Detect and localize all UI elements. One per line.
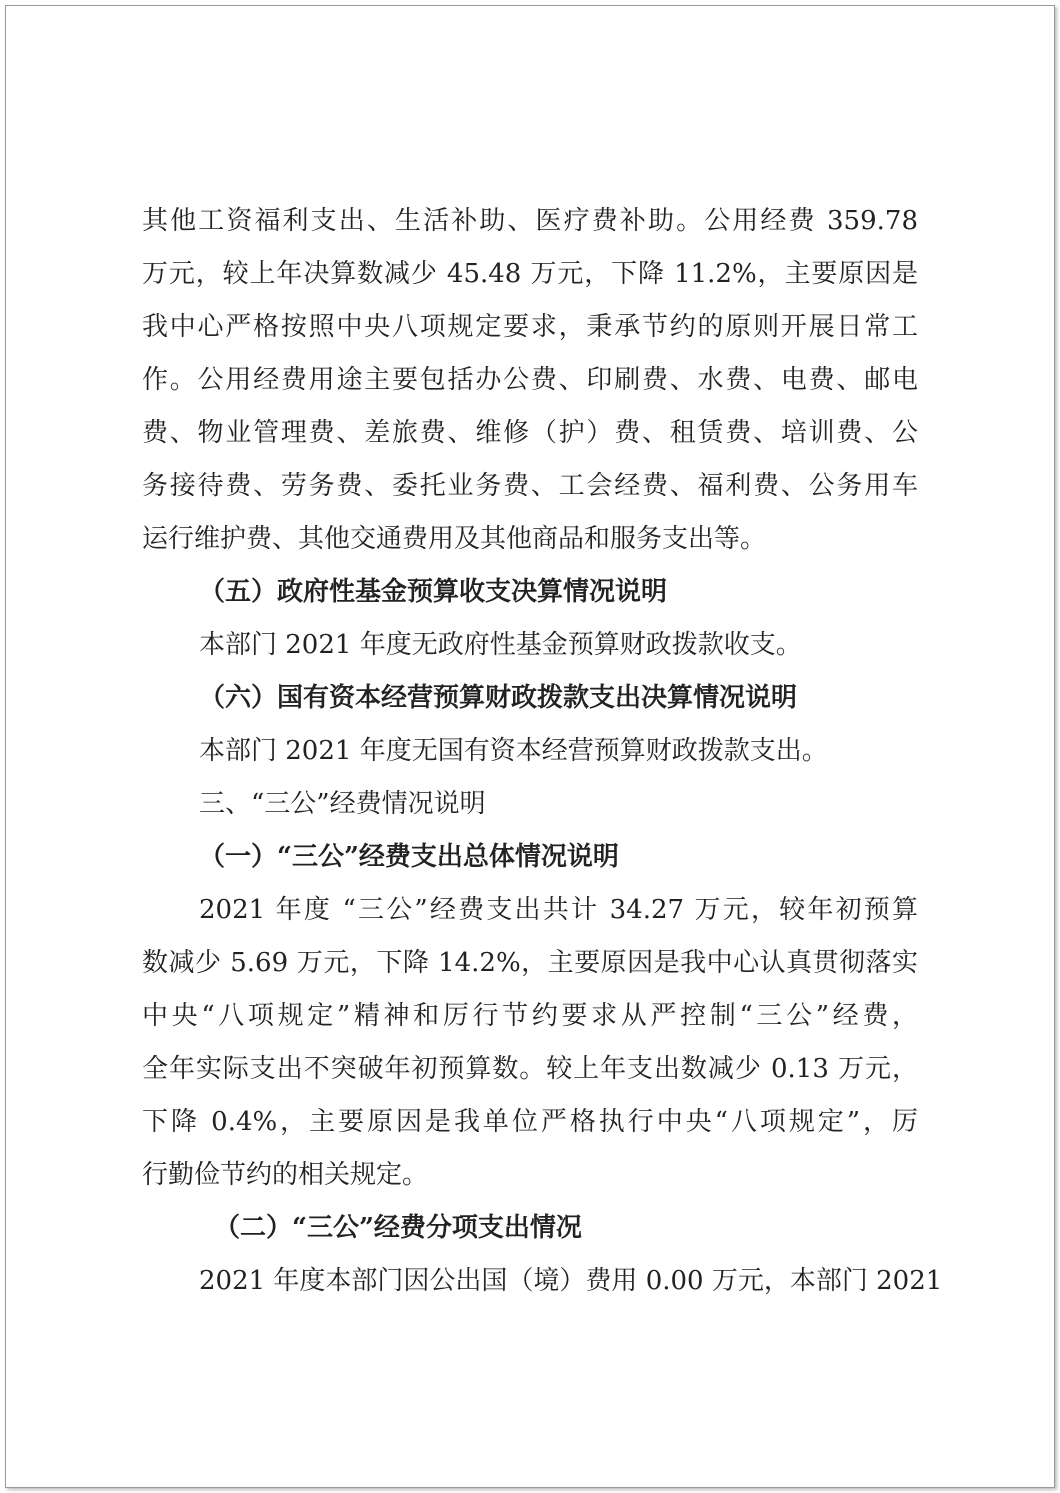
chapter-heading-3: 三、“三公”经费情况说明 (199, 789, 486, 819)
paragraph-line: 本部门 2021 年度无政府性基金预算财政拨款收支。 (199, 630, 802, 660)
paragraph-line: 运行维护费、其他交通费用及其他商品和服务支出等。 (142, 524, 767, 554)
paragraph-line: 万元，较上年决算数减少 45.48 万元，下降 11.2%，主要原因是 (142, 259, 918, 289)
paragraph-line: 费、物业管理费、差旅费、维修（护）费、租赁费、培训费、公 (142, 418, 918, 448)
paragraph-line: 2021 年度 “三公”经费支出共计 34.27 万元，较年初预算 (199, 895, 918, 925)
paragraph-line: 本部门 2021 年度无国有资本经营预算财政拨款支出。 (199, 736, 828, 766)
paragraph-line: 行勤俭节约的相关规定。 (142, 1160, 429, 1190)
paragraph-line: 全年实际支出不突破年初预算数。较上年支出数减少 0.13 万元， (142, 1054, 918, 1084)
paragraph-line: 务接待费、劳务费、委托业务费、工会经费、福利费、公务用车 (142, 471, 918, 501)
section-heading-6: （六）国有资本经营预算财政拨款支出决算情况说明 (199, 683, 798, 713)
section-heading-5: （五）政府性基金预算收支决算情况说明 (199, 577, 668, 607)
paragraph-line: 其他工资福利支出、生活补助、医疗费补助。公用经费 359.78 (142, 206, 918, 236)
paragraph-line: 下降 0.4%，主要原因是我单位严格执行中央“八项规定”，厉 (142, 1107, 918, 1137)
paragraph-line: 作。公用经费用途主要包括办公费、印刷费、水费、电费、邮电 (142, 365, 918, 395)
paragraph-line: 数减少 5.69 万元，下降 14.2%，主要原因是我中心认真贯彻落实 (142, 948, 918, 978)
paragraph-line: 我中心严格按照中央八项规定要求，秉承节约的原则开展日常工 (142, 312, 918, 342)
paragraph-line: 中央“八项规定”精神和厉行节约要求从严控制“三公”经费， (142, 1001, 918, 1031)
section-heading-3-1: （一）“三公”经费支出总体情况说明 (199, 842, 619, 872)
section-heading-3-2: （二）“三公”经费分项支出情况 (214, 1213, 582, 1243)
paragraph-line: 2021 年度本部门因公出国（境）费用 0.00 万元，本部门 2021 (199, 1266, 943, 1296)
